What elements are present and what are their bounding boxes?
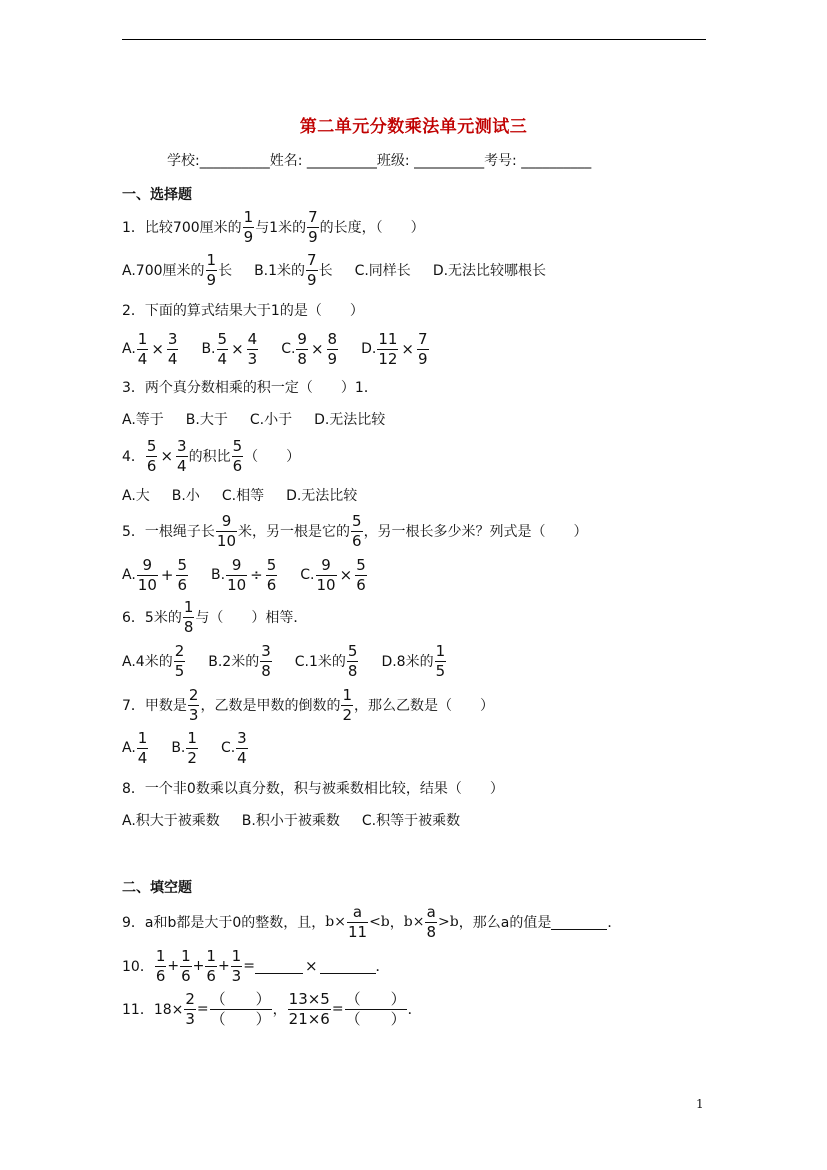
option-c: C.同样长 [354, 263, 411, 279]
denominator: 9 [327, 349, 338, 368]
fraction [217, 329, 229, 368]
fraction [180, 946, 192, 985]
q11-text-1: 11．18× [122, 1002, 184, 1018]
fraction [167, 329, 179, 368]
fraction [137, 555, 158, 594]
option-b: B.大于 [185, 412, 228, 428]
option-b: B.1米的 [254, 263, 306, 279]
q9-text-1: 9．a和b都是大于0的整数，且， [122, 915, 326, 931]
fraction [176, 555, 188, 594]
q9-expr-1-rel: <b [369, 914, 390, 930]
numerator: 1 [243, 207, 254, 226]
option-c: C.积等于被乘数 [361, 813, 461, 829]
option-a-suffix: 长 [218, 263, 233, 279]
fraction [306, 250, 318, 289]
fraction [296, 329, 308, 368]
denominator: 8 [183, 617, 194, 636]
exam-no-label: 考号: [484, 153, 517, 169]
header-rule [122, 39, 706, 40]
q11-sep: ， [272, 1002, 287, 1018]
numerator: 1 [206, 250, 217, 269]
option-c: C.相等 [221, 488, 265, 504]
option-c: C. [281, 341, 296, 357]
q8-stem: 8．一个非0数乘以真分数，积与被乘数相比较，结果（ ） [122, 781, 504, 797]
denominator: 6 [206, 966, 216, 985]
fraction [186, 728, 198, 767]
option-a: A.700厘米的 [122, 263, 205, 279]
operator: + [167, 958, 180, 974]
denominator: 11 [347, 922, 368, 941]
numerator: 5 [177, 555, 187, 574]
numerator: 11 [378, 329, 398, 348]
equals: = [243, 958, 255, 974]
q7-text-1: 7．甲数是 [122, 698, 187, 714]
q6-text-2: 与（ ）相等． [195, 610, 308, 626]
denominator: 9 [243, 227, 254, 246]
denominator: 5 [174, 661, 185, 680]
option-c: C. [220, 740, 236, 756]
question-2-options [122, 330, 430, 368]
fraction [288, 989, 331, 1028]
denominator: 10 [137, 575, 157, 594]
denominator: 10 [227, 575, 247, 594]
option-d: D.无法比较 [286, 488, 358, 504]
fraction [425, 902, 437, 941]
question-6 [122, 598, 307, 636]
numerator: 2 [174, 641, 185, 660]
q9-expr-2: b× [403, 914, 425, 930]
question-8-options [122, 801, 460, 839]
fraction [347, 902, 368, 941]
numerator: 5 [266, 555, 277, 574]
numerator: 1 [342, 685, 353, 704]
fraction [307, 207, 319, 246]
fraction [184, 989, 196, 1028]
numerator: 2 [188, 685, 199, 704]
denominator: 6 [266, 575, 277, 594]
numerator: 9 [321, 555, 331, 574]
numerator: 5 [347, 641, 358, 660]
fraction [417, 329, 429, 368]
question-5-options [122, 556, 368, 594]
denominator: 4 [237, 748, 247, 767]
question-1-options [122, 251, 546, 289]
fraction [316, 555, 337, 594]
question-10 [122, 947, 390, 985]
answer-blank[interactable] [255, 959, 303, 974]
denominator: 6 [181, 966, 191, 985]
option-d: D.8米的 [381, 654, 434, 670]
question-4 [122, 437, 300, 475]
fraction [377, 329, 398, 368]
fraction [355, 555, 367, 594]
denominator: 8 [347, 661, 358, 680]
option-a: A.积大于被乘数 [122, 813, 220, 829]
question-4-options [122, 476, 357, 514]
denominator: 3 [247, 349, 258, 368]
q4-text-2: 的积比 [188, 449, 231, 465]
operator: + [192, 958, 205, 974]
numerator-blank[interactable]: （ ） [210, 989, 271, 1008]
q1-text-2: 与1米的 [255, 220, 307, 236]
numerator: 1 [137, 329, 148, 348]
numerator: 5 [217, 329, 228, 348]
operator: × [310, 340, 324, 358]
numerator: 7 [308, 207, 318, 226]
operator: × [231, 340, 244, 358]
fraction [347, 641, 359, 680]
numerator: 5 [352, 511, 362, 530]
q9-text-3: ． [607, 915, 622, 931]
numerator: 1 [181, 946, 191, 965]
answer-fraction[interactable] [210, 989, 272, 1028]
option-c: C. [300, 567, 315, 583]
numerator: 5 [146, 436, 157, 455]
numerator: 5 [232, 436, 243, 455]
q1-text-1: 1．比较700厘米的 [122, 220, 242, 236]
denominator: 8 [297, 349, 307, 368]
denominator: 8 [261, 661, 271, 680]
numerator: 3 [167, 329, 178, 348]
fraction [216, 511, 237, 550]
page-title: 第二单元分数乘法单元测试三 [299, 117, 528, 137]
numerator: 2 [185, 989, 195, 1008]
fraction [243, 207, 255, 246]
fraction [137, 728, 149, 767]
option-a: A. [122, 740, 136, 756]
q7-text-3: ，那么乙数是（ ） [354, 698, 495, 714]
option-b: B. [201, 341, 216, 357]
numerator: 3 [177, 436, 187, 455]
denominator: 6 [177, 575, 187, 594]
option-c: C.1米的 [294, 654, 346, 670]
q3-stem: 3．两个真分数相乘的积一定（ ）1． [122, 380, 378, 396]
option-a: A. [122, 341, 136, 357]
fraction [174, 641, 186, 680]
option-a: A.4米的 [122, 654, 173, 670]
denominator: 9 [307, 270, 317, 289]
fraction [206, 250, 218, 289]
numerator: 9 [297, 329, 307, 348]
fraction [247, 329, 259, 368]
operator: ÷ [250, 566, 263, 584]
fraction [188, 685, 200, 724]
numerator: 5 [356, 555, 366, 574]
numerator: 1 [155, 946, 166, 965]
q9-sep: ， [389, 915, 404, 931]
equals: = [196, 1001, 209, 1017]
q9-expr-2-rel: >b [438, 914, 459, 930]
fraction [232, 436, 244, 475]
numerator: 4 [247, 329, 258, 348]
denominator: 6 [155, 966, 166, 985]
fraction [183, 597, 195, 636]
numerator: 3 [261, 641, 271, 660]
answer-fraction[interactable] [345, 989, 407, 1028]
q7-text-2: ，乙数是甲数的倒数的 [200, 698, 341, 714]
denominator-blank[interactable]: （ ） [345, 1009, 406, 1028]
question-11 [122, 990, 422, 1028]
q4-number: 4． [122, 449, 145, 465]
denominator: 3 [185, 1009, 195, 1028]
denominator: 9 [418, 349, 428, 368]
q5-text-2: 米，另一根是它的 [238, 524, 351, 540]
option-c: C.小于 [249, 412, 293, 428]
question-3-options [122, 400, 385, 438]
numerator: 7 [307, 250, 317, 269]
question-6-options [122, 642, 447, 680]
question-2 [122, 291, 364, 329]
numerator: 7 [418, 329, 428, 348]
numerator: 13×5 [288, 989, 330, 1008]
denominator: 3 [188, 705, 199, 724]
denominator: 2 [187, 748, 197, 767]
numerator: 1 [137, 728, 148, 747]
fraction [231, 946, 243, 985]
numerator: 1 [231, 946, 242, 965]
fraction [266, 555, 278, 594]
fraction [260, 641, 272, 680]
denominator: 4 [137, 748, 148, 767]
page-number: 1 [696, 1097, 704, 1111]
option-d: D.无法比较哪根长 [432, 263, 547, 279]
numerator: 9 [221, 511, 232, 530]
numerator: 1 [183, 597, 194, 616]
denominator: 10 [316, 575, 336, 594]
q5-text-1: 5．一根绳子长 [122, 524, 215, 540]
option-a: A. [122, 567, 136, 583]
q9-expr-1: b× [325, 914, 346, 930]
option-b: B.小 [171, 488, 200, 504]
numerator: 1 [435, 641, 446, 660]
fraction [205, 946, 217, 985]
name-label: 姓名: [269, 153, 303, 169]
denominator: 21×6 [288, 1009, 330, 1028]
fraction [351, 511, 363, 550]
operator: × [304, 957, 318, 975]
denominator: 5 [435, 661, 446, 680]
q10-number: 10． [122, 959, 154, 975]
option-b-suffix: 长 [318, 263, 333, 279]
denominator: 9 [308, 227, 318, 246]
denominator: 4 [217, 349, 228, 368]
denominator: 6 [146, 456, 157, 475]
operator: + [217, 958, 230, 974]
student-info-line [167, 150, 591, 170]
numerator: a [426, 902, 436, 921]
numerator: 3 [237, 728, 247, 747]
class-blank: __________ [414, 153, 485, 169]
denominator: 10 [216, 531, 237, 550]
operator: × [401, 340, 414, 358]
fraction [176, 436, 188, 475]
operator: × [151, 340, 164, 358]
question-7-options [122, 729, 249, 767]
option-b: B. [171, 740, 186, 756]
fraction [226, 555, 247, 594]
option-b: B. [211, 567, 226, 583]
denominator: 4 [137, 349, 148, 368]
numerator: 1 [206, 946, 216, 965]
fraction [155, 946, 167, 985]
question-5 [122, 512, 588, 550]
operator: + [160, 566, 174, 584]
denominator-blank[interactable]: （ ） [210, 1009, 271, 1028]
school-blank: __________ [199, 153, 270, 169]
denominator: 9 [206, 270, 217, 289]
numerator-blank[interactable]: （ ） [345, 989, 406, 1008]
denominator: 2 [342, 705, 353, 724]
denominator: 6 [232, 456, 243, 475]
section-choice: 一、选择题 [122, 187, 192, 203]
option-a: A.大 [122, 488, 150, 504]
numerator: a [352, 902, 363, 921]
numerator: 8 [327, 329, 338, 348]
class-label: 班级: [376, 153, 410, 169]
exam-no-blank: __________ [521, 153, 592, 169]
operator: × [160, 447, 174, 465]
numerator: 9 [231, 555, 242, 574]
numerator: 1 [187, 728, 197, 747]
school-label: 学校: [167, 153, 200, 169]
q6-text-1: 6．5米的 [122, 610, 182, 626]
name-blank: __________ [306, 153, 377, 169]
denominator: 8 [426, 922, 437, 941]
q2-stem: 2．下面的算式结果大于1的是（ ） [122, 303, 364, 319]
fraction [137, 329, 149, 368]
q11-end: ． [407, 1002, 422, 1018]
q4-text-3: （ ） [244, 449, 301, 465]
section-fill: 二、填空题 [122, 880, 192, 896]
q9-text-2: ，那么a的值是 [458, 915, 552, 931]
equals: = [331, 1001, 344, 1017]
fraction [341, 685, 353, 724]
option-d: D. [361, 341, 377, 357]
answer-blank[interactable] [320, 959, 376, 974]
option-d: D.无法比较 [314, 412, 386, 428]
operator: × [339, 566, 353, 584]
option-a: A.等于 [122, 412, 164, 428]
question-7 [122, 686, 494, 724]
denominator: 4 [177, 456, 187, 475]
denominator: 4 [167, 349, 178, 368]
denominator: 12 [378, 349, 398, 368]
option-b: B.积小于被乘数 [241, 813, 340, 829]
fraction [236, 728, 248, 767]
fraction [327, 329, 339, 368]
answer-blank[interactable] [551, 915, 607, 930]
denominator: 6 [352, 531, 362, 550]
fraction [435, 641, 447, 680]
denominator: 6 [356, 575, 366, 594]
q10-end: ． [375, 959, 390, 975]
numerator: 9 [142, 555, 153, 574]
q1-text-3: 的长度，（ ） [319, 220, 425, 236]
question-1 [122, 208, 425, 246]
option-b: B.2米的 [208, 654, 260, 670]
denominator: 3 [231, 966, 242, 985]
q5-text-3: ，另一根长多少米？列式是（ ） [363, 524, 588, 540]
fraction [146, 436, 158, 475]
question-9 [122, 903, 621, 941]
